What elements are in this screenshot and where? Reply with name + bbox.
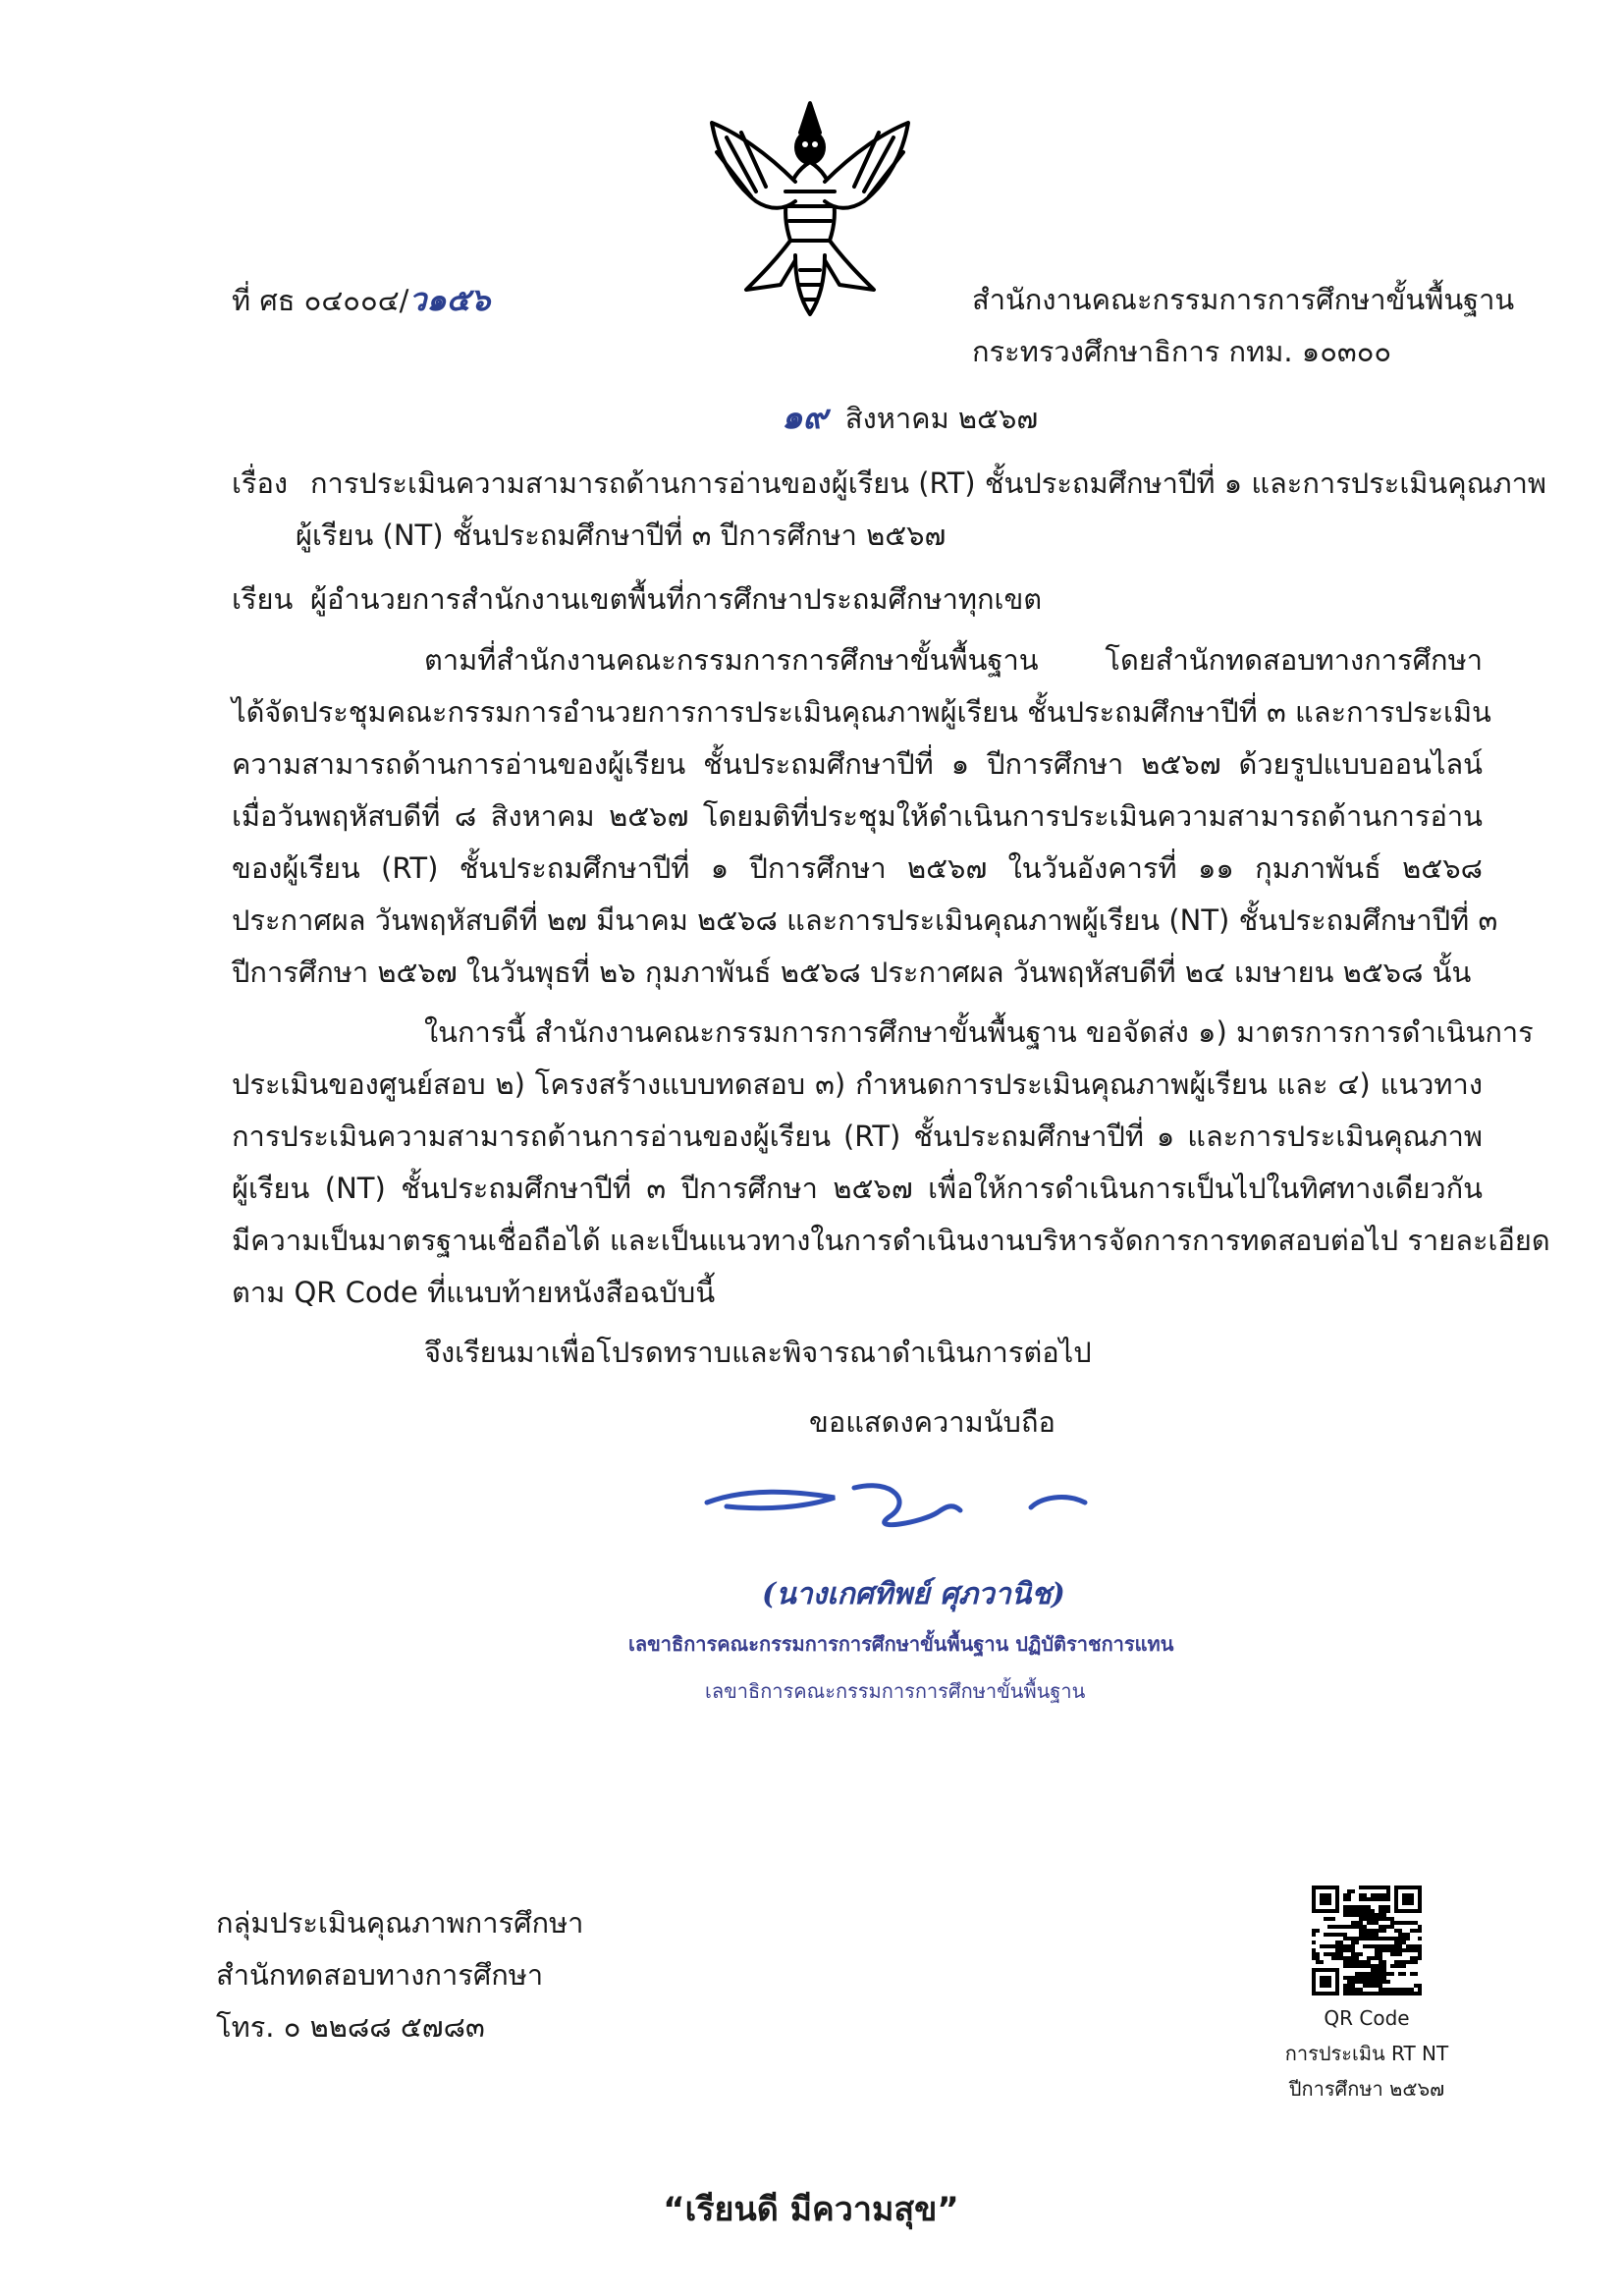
body-paragraph-1-line: ปีการศึกษา ๒๕๖๗ ในวันพุธที่ ๒๖ กุมภาพันธ์ ๒๕๖๘ ประกาศผล วันพฤหัสบดีที่ ๒๔ เมษายน ๒๕๖๘ นั้น bbox=[232, 956, 1472, 989]
body-paragraph-2-line: ผู้เรียน (NT) ชั้นประถมศึกษาปีที่ ๓ ปีการศึกษา ๒๕๖๗ เพื่อให้การดำเนินการเป็นไปในทิศทางเดียวกัน bbox=[232, 1172, 1483, 1205]
signatory-name: (นางเกศทิพย์ ศุภวานิช) bbox=[762, 1577, 1065, 1612]
salutation-recipient: ผู้อำนวยการสำนักงานเขตพื้นที่การศึกษาประถมศึกษาทุกเขต bbox=[310, 582, 1043, 616]
qr-caption-subject: การประเมิน RT NT bbox=[1284, 2042, 1449, 2065]
body-paragraph-1-line: เมื่อวันพฤหัสบดีที่ ๘ สิงหาคม ๒๕๖๗ โดยมติที่ประชุมให้ดำเนินการประเมินความสามารถด้านการอ่าน bbox=[232, 799, 1483, 833]
reference-prefix: ที่ ศธ ๐๔๐๐๔/ bbox=[232, 284, 409, 317]
handwritten-signature bbox=[687, 1463, 1100, 1542]
subject-label: เรื่อง bbox=[232, 466, 289, 500]
issuing-ministry-address: กระทรวงศึกษาธิการ กทม. ๑๐๓๐๐ bbox=[972, 335, 1392, 368]
body-paragraph-2-line: ในการนี้ สำนักงานคณะกรรมการการศึกษาขั้นพื้นฐาน ขอจัดส่ง ๑) มาตรการการดำเนินการ bbox=[424, 1015, 1534, 1049]
date-month-year: สิงหาคม ๒๕๖๗ bbox=[844, 402, 1039, 435]
body-paragraph-1-line: ของผู้เรียน (RT) ชั้นประถมศึกษาปีที่ ๑ ปีการศึกษา ๒๕๖๗ ในวันอังคารที่ ๑๑ กุมภาพันธ์ ๒๕๖๘ bbox=[232, 851, 1483, 885]
qr-caption-year: ปีการศึกษา ๒๕๖๗ bbox=[1288, 2077, 1445, 2101]
body-paragraph-1-line: ตามที่สำนักงานคณะกรรมการการศึกษาขั้นพื้นฐาน โดยสำนักทดสอบทางการศึกษา bbox=[424, 643, 1483, 677]
body-paragraph-2-line: การประเมินความสามารถด้านการอ่านของผู้เรียน (RT) ชั้นประถมศึกษาปีที่ ๑ และการประเมินคุณภาพ bbox=[232, 1120, 1483, 1153]
body-paragraph-1-line: ความสามารถด้านการอ่านของผู้เรียน ชั้นประถมศึกษาปีที่ ๑ ปีการศึกษา ๒๕๖๗ ด้วยรูปแบบออนไลน์ bbox=[232, 747, 1483, 781]
body-paragraph-2-line: ตาม QR Code ที่แนบท้ายหนังสือฉบับนี้ bbox=[232, 1276, 716, 1309]
issuing-office: สำนักงานคณะกรรมการการศึกษาขั้นพื้นฐาน bbox=[972, 283, 1515, 316]
signatory-title: เลขาธิการคณะกรรมการการศึกษาขั้นพื้นฐาน bbox=[705, 1679, 1086, 1703]
subject-line-1: การประเมินความสามารถด้านการอ่านของผู้เรียน (RT) ชั้นประถมศึกษาปีที่ ๑ และการประเมินคุณภาพ bbox=[310, 466, 1547, 500]
regards-text: ขอแสดงความนับถือ bbox=[809, 1405, 1055, 1439]
body-paragraph-2-line: มีความเป็นมาตรฐานเชื่อถือได้ และเป็นแนวทางในการดำเนินงานบริหารจัดการการทดสอบต่อไป รายละเอียด bbox=[232, 1224, 1550, 1257]
garuda-emblem-icon bbox=[687, 93, 933, 329]
footer-phone: โทร. ๐ ๒๒๘๘ ๕๗๘๓ bbox=[216, 2010, 485, 2044]
salutation-label: เรียน bbox=[232, 582, 294, 616]
footer-department-group: กลุ่มประเมินคุณภาพการศึกษา bbox=[216, 1906, 584, 1940]
body-paragraph-2-line: ประเมินของศูนย์สอบ ๒) โครงสร้างแบบทดสอบ ๓) กำหนดการประเมินคุณภาพผู้เรียน และ ๔) แนวทาง bbox=[232, 1067, 1483, 1101]
closing-sentence: จึงเรียนมาเพื่อโปรดทราบและพิจารณาดำเนินการต่อไป bbox=[424, 1336, 1092, 1369]
date-day-handwritten: ๑๙ bbox=[782, 398, 828, 437]
body-paragraph-1-line: ได้จัดประชุมคณะกรรมการอำนวยการการประเมินคุณภาพผู้เรียน ชั้นประถมศึกษาปีที่ ๓ และการประเมิน bbox=[232, 695, 1491, 729]
qr-caption-title: QR Code bbox=[1324, 2006, 1410, 2030]
qr-code[interactable] bbox=[1312, 1886, 1422, 1995]
body-paragraph-1-line: ประกาศผล วันพฤหัสบดีที่ ๒๗ มีนาคม ๒๕๖๘ และการประเมินคุณภาพผู้เรียน (NT) ชั้นประถมศึกษาปีที่ ๓ bbox=[232, 903, 1498, 937]
document-reference bbox=[232, 280, 490, 320]
footer-department-bureau: สำนักทดสอบทางการศึกษา bbox=[216, 1958, 544, 1992]
document-date bbox=[782, 398, 1038, 438]
slogan: “เรียนดี มีความสุข” bbox=[663, 2190, 959, 2229]
signatory-title-acting: เลขาธิการคณะกรรมการการศึกษาขั้นพื้นฐาน ปฏิบัติราชการแทน bbox=[628, 1632, 1174, 1656]
subject-line-2: ผู้เรียน (NT) ชั้นประถมศึกษาปีที่ ๓ ปีการศึกษา ๒๕๖๗ bbox=[296, 519, 947, 552]
reference-number-handwritten: ว๑๕๖ bbox=[408, 281, 491, 318]
